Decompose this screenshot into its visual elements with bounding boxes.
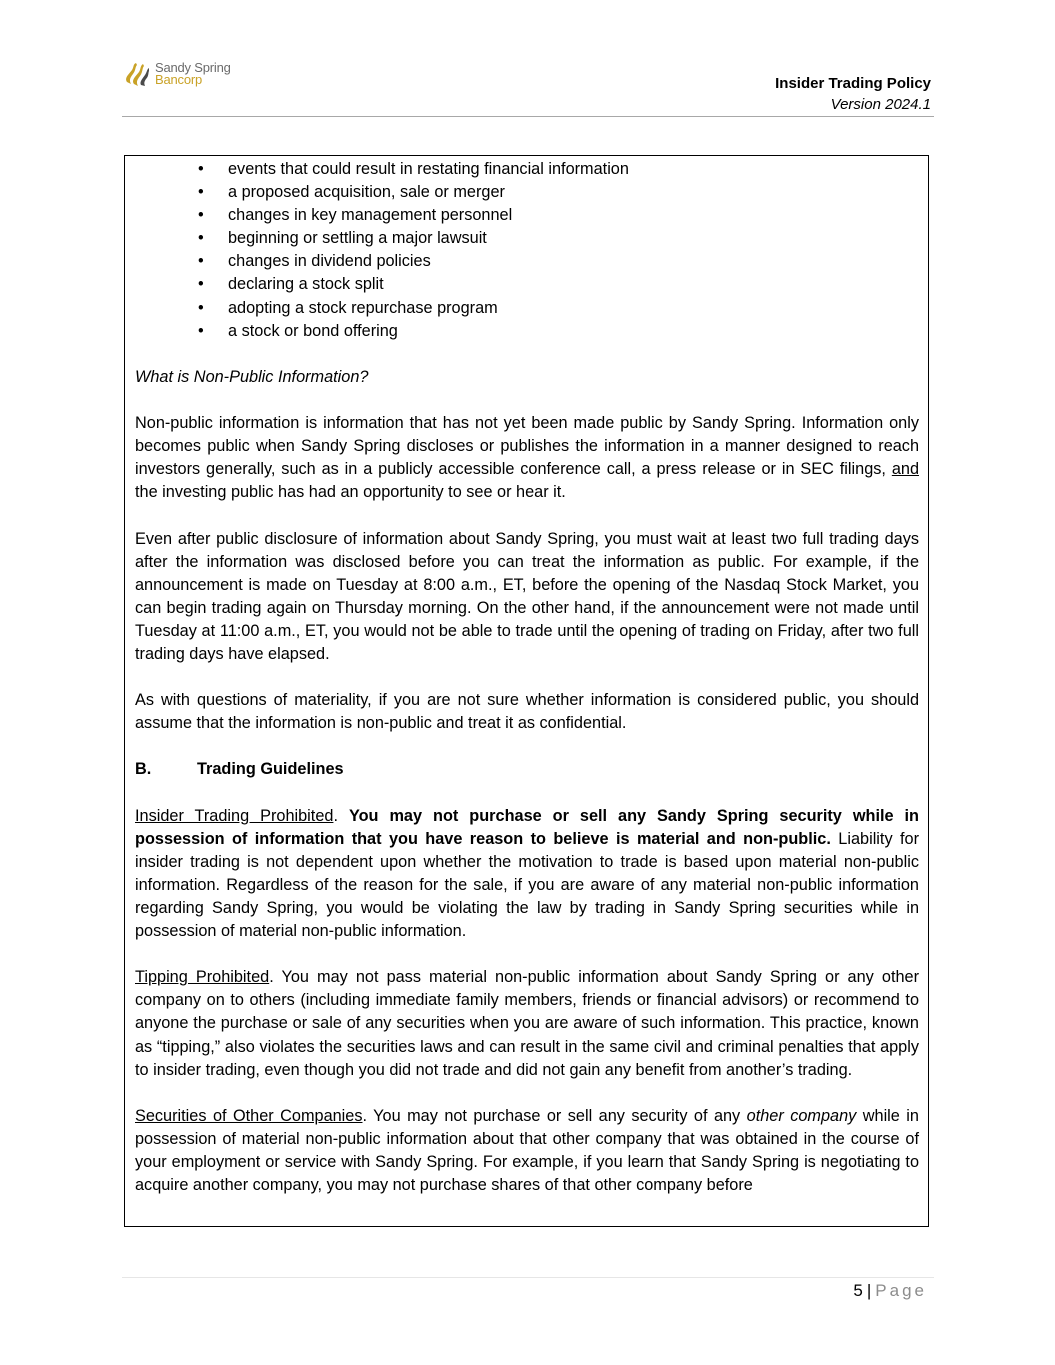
paragraph-text: the investing public has had an opportunity to see or hear it. (135, 483, 566, 502)
section-letter: B. (135, 760, 152, 779)
company-logo (123, 60, 231, 88)
tipping-paragraph (135, 966, 919, 1081)
page-number: 5 (853, 1281, 863, 1300)
document-title: Insider Trading Policy (775, 75, 931, 92)
emphasis-other-company: other company (746, 1106, 857, 1125)
list-item: • changes in dividend policies (135, 250, 919, 273)
logo-mark-icon (123, 60, 151, 88)
list-item: • a stock or bond offering (135, 320, 919, 343)
logo-line-2: Bancorp (155, 72, 203, 87)
section-title: Trading Guidelines (197, 760, 344, 779)
paragraph-text: Liability for insider trading is not dependent upon whether the motivation to trade is based upon material non-public information. Regardless of the reason for the sale, if you are aware of any material non-public information regarding Sandy Spring, you would be violating the law by trading in Sandy Spring securities while in possession of material non-public information. (135, 829, 919, 941)
materiality-paragraph: As with questions of materiality, if you are not sure whether information is considered public, you should assume that the information is non-public and treat it as confidential. (135, 691, 919, 733)
footer-separator: | (866, 1281, 872, 1300)
logo-wordmark (155, 62, 231, 86)
tipping-label: Tipping Prohibited (135, 968, 270, 987)
emphasis-and: and (891, 460, 919, 479)
other-companies-paragraph (135, 1105, 919, 1197)
paragraph-text: . You may not pass material non-public information about Sandy Spring or any other company on to others (including immediate family members, friends or financial advisors) or recommend to anyone the purchase or sale of any securities when you are aware of such information. This practice, known as “tipping,” also violates the securities laws and can result in the same civil and criminal penalties that apply to insider trading, even though you did not trade and did not gain any benefit from another’s trading. (135, 968, 919, 1079)
nonpublic-definition-paragraph (135, 412, 919, 504)
insider-trading-label: Insider Trading Prohibited (135, 806, 334, 825)
page-footer (853, 1281, 927, 1301)
list-item: • a proposed acquisition, sale or merger (135, 181, 919, 204)
paragraph-text: . (333, 806, 349, 825)
insider-trading-rule: You may not purchase or sell any Sandy Spring security while in possession of information that you have reason to believe is material and non-public. (135, 806, 919, 848)
paragraph-text: Non-public information is information that has not yet been made public by Sandy Spring. Information only becomes public when Sandy Spring discloses or publishes the information in a manner designed to reach investors generally, such as in a publicly accessible conference call, a press release or in SEC filings, (135, 414, 919, 479)
section-heading (135, 758, 919, 781)
list-item: • beginning or settling a major lawsuit (135, 227, 919, 250)
footer-divider (122, 1277, 934, 1278)
paragraph-text: while in possession of material non-public information about that other company that was obtained in the course of your employment or service with Sandy Spring. For example, if you learn that Sandy Spring is negotiating to acquire another company, you may not purchase shares of that other company before (135, 1106, 919, 1195)
nonpublic-heading: What is Non-Public Information? (135, 367, 369, 386)
paragraph-text: . You may not purchase or sell any security of any (362, 1106, 747, 1125)
page-label: Page (875, 1281, 927, 1300)
list-item: • declaring a stock split (135, 273, 919, 296)
list-item: • changes in key management personnel (135, 204, 919, 227)
header-divider (122, 116, 934, 117)
waiting-period-paragraph: Even after public disclosure of information about Sandy Spring, you must wait at least two full trading days after the information was disclosed before you can treat the information as public. For example, if the announcement is made on Tuesday at 8:00 a.m., ET, before the opening of the Nasdaq Stock Market, you can begin trading again on Thursday morning. On the other hand, if the announcement were not made until Tuesday at 11:00 a.m., ET, you would not be able to trade until the opening of trading on Friday, after two full trading days have elapsed. (135, 529, 919, 663)
logo-line-1: Sandy Spring (155, 60, 231, 75)
list-item: • adopting a stock repurchase program (135, 297, 919, 320)
document-version: Version 2024.1 (830, 96, 931, 113)
policy-content-box (124, 155, 929, 1227)
list-item: • events that could result in restating financial information (135, 158, 919, 181)
other-companies-label: Securities of Other Companies (135, 1106, 363, 1125)
material-information-list (135, 158, 919, 343)
document-header (775, 73, 931, 115)
insider-trading-paragraph (135, 805, 919, 944)
